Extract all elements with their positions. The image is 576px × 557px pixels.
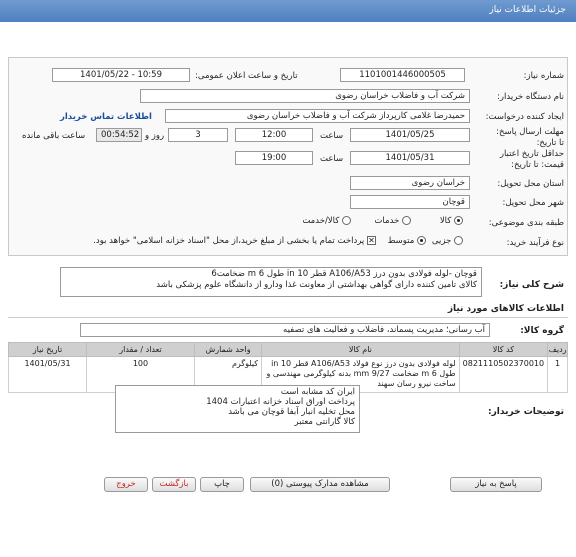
exit-button[interactable]: خروج xyxy=(104,477,148,492)
row-qty: 100 xyxy=(87,357,195,393)
goods-group-field: آب رسانی؛ مدیریت پسماند، فاضلاب و فعالیت های تصفیه xyxy=(80,323,490,337)
treasury-checkbox[interactable]: ✕ xyxy=(368,236,375,245)
goods-group-label: گروه کالا: xyxy=(520,326,564,336)
announce-label: تاریخ و ساعت اعلان عمومی: xyxy=(195,71,298,81)
process-radio-medium[interactable] xyxy=(417,236,426,245)
remaining-time-field: 00:54:52 xyxy=(96,128,142,142)
buyer-note-line: ایران کد مشابه است xyxy=(280,387,355,397)
category-option-services[interactable] xyxy=(374,216,411,226)
treasury-checkbox-label: پرداخت تمام یا بخشی از مبلغ خرید،از محل "اسناد خزانه اسلامی" خواهد بود. xyxy=(93,236,365,246)
category-label: طبقه بندی موضوعی: xyxy=(488,218,564,228)
buyer-label: نام دستگاه خریدار: xyxy=(497,92,564,102)
category-option-services-label: خدمات xyxy=(374,216,400,226)
window-title: جزئیات اطلاعات نیاز xyxy=(489,5,566,15)
column-header: نام کالا xyxy=(262,343,460,357)
creator-field: حمیدرضا غلامی کارپرداز شرکت آب و فاضلاب خراسان رضوی xyxy=(165,109,470,123)
buyer-note-line: کالا گارانتی معتبر xyxy=(294,417,355,427)
category-option-goods-label: کالا xyxy=(439,216,452,226)
row-unit: کیلوگرم xyxy=(194,357,261,393)
column-header: کد کالا xyxy=(459,343,547,357)
description-box xyxy=(60,267,482,297)
need-number-label: شماره نیاز: xyxy=(523,71,564,81)
process-radio-minor[interactable] xyxy=(454,236,463,245)
window-titlebar xyxy=(0,0,576,22)
need-number-field: 1101001446000505 xyxy=(340,68,465,82)
deadline-date-field: 1401/05/25 xyxy=(350,128,470,142)
row-index: 1 xyxy=(548,357,568,393)
deadline-time-label: ساعت xyxy=(320,131,344,141)
column-header: واحد شمارش xyxy=(194,343,261,357)
attachments-button[interactable]: مشاهده مدارک پیوستی (0) xyxy=(250,477,390,492)
section-divider xyxy=(8,317,568,318)
description-line: کالای تامین کننده دارای گواهی بهداشتی از معاونت غذا ودارو از دانشگاه علوم پزشکی باشد xyxy=(156,280,477,290)
goods-table-header xyxy=(9,343,568,357)
deadline-label: مهلت ارسال پاسخ: تا تاریخ: xyxy=(496,127,564,148)
buyer-note-line: پرداخت اوراق اسناد خزانه اعتبارات 1404 xyxy=(206,397,355,407)
buyer-notes-box xyxy=(115,385,360,433)
process-option-medium[interactable] xyxy=(388,236,426,246)
deadline-time-field: 12:00 xyxy=(235,128,313,142)
validity-time-field: 19:00 xyxy=(235,151,313,165)
city-label: شهر محل تحویل: xyxy=(502,198,564,208)
validity-label: حداقل تاریخ اعتبار قیمت: تا تاریخ: xyxy=(499,149,564,170)
process-option-medium-label: متوسط xyxy=(387,236,415,246)
row-name: لوله فولادی بدون درز نوع فولاد A106/A53 قطر 10 in طول 6 m ضخامت 9/27 mm بدنه کیلوگرمی مهندسی و ساخت نیرو رسان سهند xyxy=(262,357,460,393)
row-date: 1401/05/31 xyxy=(9,357,87,393)
buyer-field: شرکت آب و فاضلاب خراسان رضوی xyxy=(140,89,470,103)
description-label: شرح کلی نیاز: xyxy=(499,280,564,290)
print-button[interactable]: چاپ xyxy=(200,477,244,492)
validity-date-field: 1401/05/31 xyxy=(350,151,470,165)
deadline-days-field: 3 xyxy=(168,128,228,142)
column-header: تاریخ نیاز xyxy=(9,343,87,357)
column-header: ردیف xyxy=(548,343,568,357)
province-label: استان محل تحویل: xyxy=(497,179,564,189)
city-field: قوچان xyxy=(350,195,470,209)
process-label: نوع فرآیند خرید: xyxy=(506,238,564,248)
category-option-goods[interactable] xyxy=(440,216,463,226)
reply-button[interactable]: پاسخ به نیاز xyxy=(450,477,542,492)
buyer-notes-label: توضیحات خریدار: xyxy=(488,407,564,417)
treasury-option[interactable] xyxy=(93,236,376,246)
row-code: 0821110502370010 xyxy=(459,357,547,393)
category-option-goods-services[interactable] xyxy=(302,216,351,226)
province-field: خراسان رضوی xyxy=(350,176,470,190)
process-option-minor-label: جزیی xyxy=(431,236,452,246)
category-option-goods-services-label: کالا/خدمت xyxy=(302,216,340,226)
category-radio-services[interactable] xyxy=(402,216,411,225)
process-option-minor[interactable] xyxy=(432,236,463,246)
description-line: قوچان -لوله فولادی بدون درز A106/A53 قطر 10 in طول 6 m ضخامت6 xyxy=(211,269,477,279)
buyer-contact-link[interactable]: اطلاعات تماس خریدار xyxy=(60,112,152,122)
deadline-days-label: روز و xyxy=(145,131,165,141)
validity-time-label: ساعت xyxy=(320,154,344,164)
category-radio-goods[interactable] xyxy=(454,216,463,225)
creator-label: ایجاد کننده درخواست: xyxy=(485,112,564,122)
announce-field: 1401/05/22 - 10:59 xyxy=(52,68,190,82)
back-button[interactable]: بازگشت xyxy=(152,477,196,492)
remaining-time-label: ساعت باقی مانده xyxy=(22,131,86,141)
category-radio-goods-services[interactable] xyxy=(342,216,351,225)
column-header: تعداد / مقدار xyxy=(87,343,195,357)
buyer-note-line: محل تخلیه انبار آبفا قوچان می باشد xyxy=(228,407,355,417)
goods-section-title: اطلاعات کالاهای مورد نیاز xyxy=(447,304,564,314)
